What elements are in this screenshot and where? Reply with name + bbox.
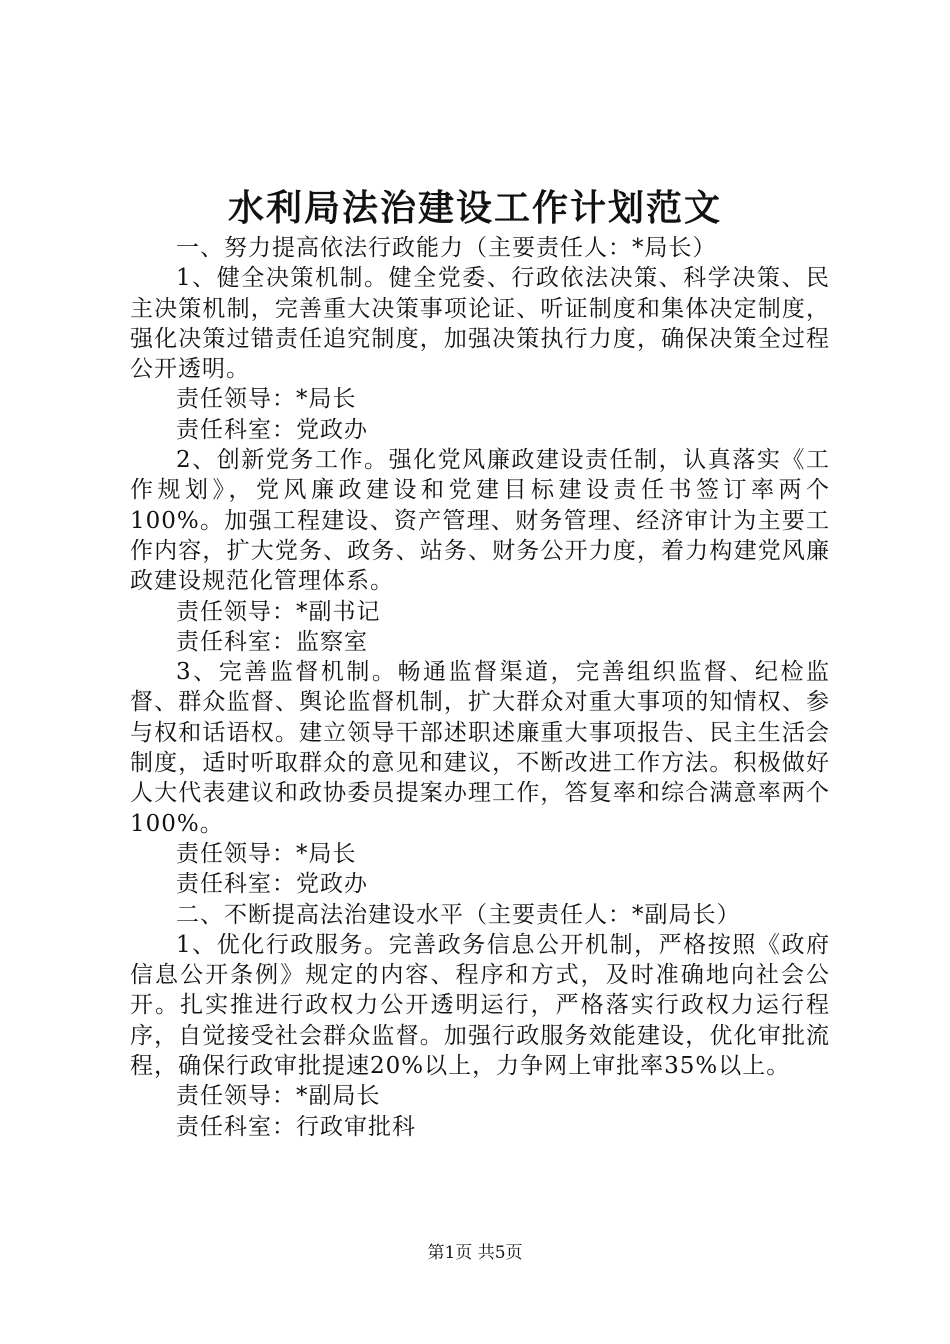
responsible-department: 责任科室：监察室 bbox=[176, 628, 368, 655]
paragraph-party-affairs: 2、创新党务工作。强化党风廉政建设责任制，认真落实《工作规划》，党风廉政建设和党建目标建设责任书签订率两个100%。加强工程建设、资产管理、财务管理、经济审计为主要工作内容，扩大党务、政务、站务、财务公开力度，着力构建党风廉政建设规范化管理体系。 bbox=[130, 447, 830, 595]
responsible-leader: 责任领导：*局长 bbox=[176, 840, 357, 867]
section-heading-1: 一、努力提高依法行政能力（主要责任人：*局长） bbox=[176, 235, 717, 261]
paragraph-administrative-service: 1、优化行政服务。完善政务信息公开机制，严格按照《政府信息公开条例》规定的内容、程序和方式，及时准确地向社会公开。扎实推进行政权力公开透明运行，严格落实行政权力运行程序，自觉接受社会群众监督。加强行政服务效能建设，优化审批流程，确保行政审批提速20%以上，力争网上审批率35%以上。 bbox=[130, 931, 830, 1080]
page-number-footer: 第1页 共5页 bbox=[427, 1243, 523, 1263]
document-body bbox=[130, 233, 830, 1142]
responsible-department: 责任科室：党政办 bbox=[176, 871, 368, 898]
paragraph-decision-mechanism: 1、健全决策机制。健全党委、行政依法决策、科学决策、民主决策机制，完善重大决策事项论证、听证制度和集体决定制度，强化决策过错责任追究制度，加强决策执行力度，确保决策全过程公开透明。 bbox=[130, 265, 830, 383]
paragraph-supervision-mechanism: 3、完善监督机制。畅通监督渠道，完善组织监督、纪检监督、群众监督、舆论监督机制，扩大群众对重大事项的知情权、参与权和话语权。建立领导干部述职述廉重大事项报告、民主生活会制度，适时听取群众的意见和建议，不断改进工作方法。积极做好人大代表建议和政协委员提案办理工作，答复率和综合满意率两个100%。 bbox=[130, 659, 830, 837]
section-heading-2: 二、不断提高法治建设水平（主要责任人：*副局长） bbox=[176, 901, 741, 928]
responsible-leader: 责任领导：*局长 bbox=[176, 386, 357, 413]
responsible-leader: 责任领导：*副书记 bbox=[176, 598, 381, 625]
document-title: 水利局法治建设工作计划范文 bbox=[227, 187, 722, 229]
responsible-department: 责任科室：党政办 bbox=[176, 416, 368, 443]
responsible-department: 责任科室：行政审批科 bbox=[176, 1113, 416, 1140]
responsible-leader: 责任领导：*副局长 bbox=[176, 1083, 381, 1110]
